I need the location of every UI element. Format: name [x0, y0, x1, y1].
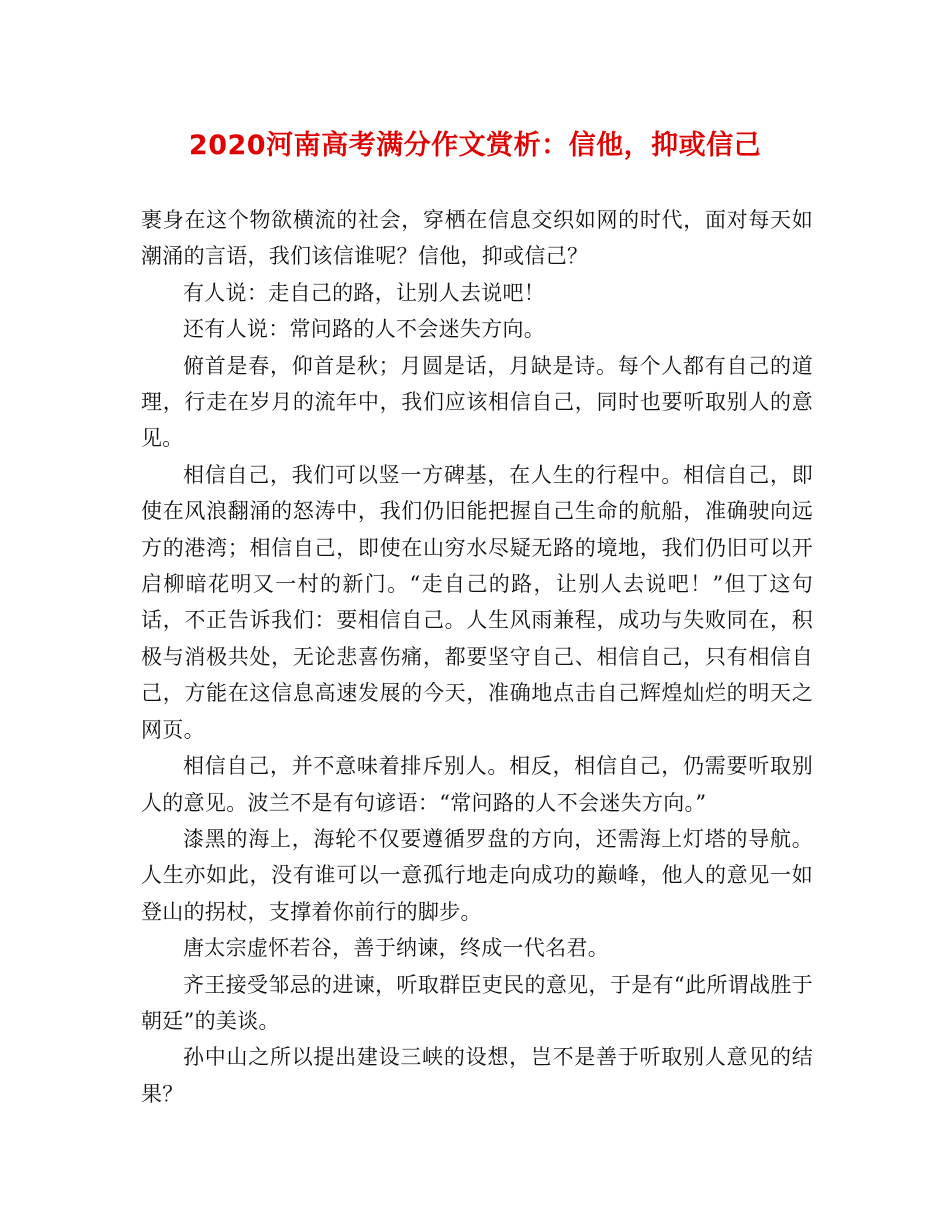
document-title: 2020河南高考满分作文赏析：信他，抑或信己 [188, 130, 762, 161]
paragraph: 相信自己，并不意味着排斥别人。相反，相信自己，仍需要听取别人的意见。波兰不是有句谚语：“常问路的人不会迷失方向。” [141, 754, 813, 815]
paragraph: 孙中山之所以提出建设三峡的设想，岂不是善于听取别人意见的结果？ [141, 1045, 813, 1106]
paragraph: 齐王接受邹忌的进谏，听取群臣吏民的意见，于是有“此所谓战胜于朝廷”的美谈。 [141, 972, 813, 1033]
paragraph: 漆黑的海上，海轮不仅要遵循罗盘的方向，还需海上灯塔的导航。人生亦如此，没有谁可以一意孤行地走向成功的巅峰，他人的意见一如登山的拐杖，支撑着你前行的脚步。 [141, 826, 813, 924]
paragraph: 俯首是春，仰首是秋；月圆是话，月缺是诗。每个人都有自己的道理，行走在岁月的流年中，我们应该相信自己，同时也要听取别人的意见。 [141, 353, 813, 451]
paragraph-intro: 裹身在这个物欲横流的社会，穿栖在信息交织如网的时代，面对每天如潮涌的言语，我们该信谁呢？信他，抑或信己？ [141, 208, 813, 269]
paragraph: 有人说：走自己的路，让别人去说吧！ [183, 280, 546, 305]
document-body [141, 202, 813, 1112]
paragraph: 相信自己，我们可以竖一方碑基，在人生的行程中。相信自己，即使在风浪翻涌的怒涛中，我们仍旧能把握自己生命的航船，准确驶向远方的港湾；相信自己，即使在山穷水尽疑无路的境地，我们仍旧可以开启柳暗花明又一村的新门。“走自己的路，让别人去说吧！”但丁这句话，不正告诉我们：要相信自己。人生风雨兼程，成功与失败同在，积极与消极共处，无论悲喜伤痛，都要坚守自己、相信自己，只有相信自己，方能在这信息高速发展的今天，准确地点击自己辉煌灿烂的明天之网页。 [141, 462, 813, 742]
paragraph: 还有人说：常问路的人不会迷失方向。 [183, 317, 546, 342]
paragraph: 唐太宗虚怀若谷，善于纳谏，终成一代名君。 [183, 936, 609, 961]
